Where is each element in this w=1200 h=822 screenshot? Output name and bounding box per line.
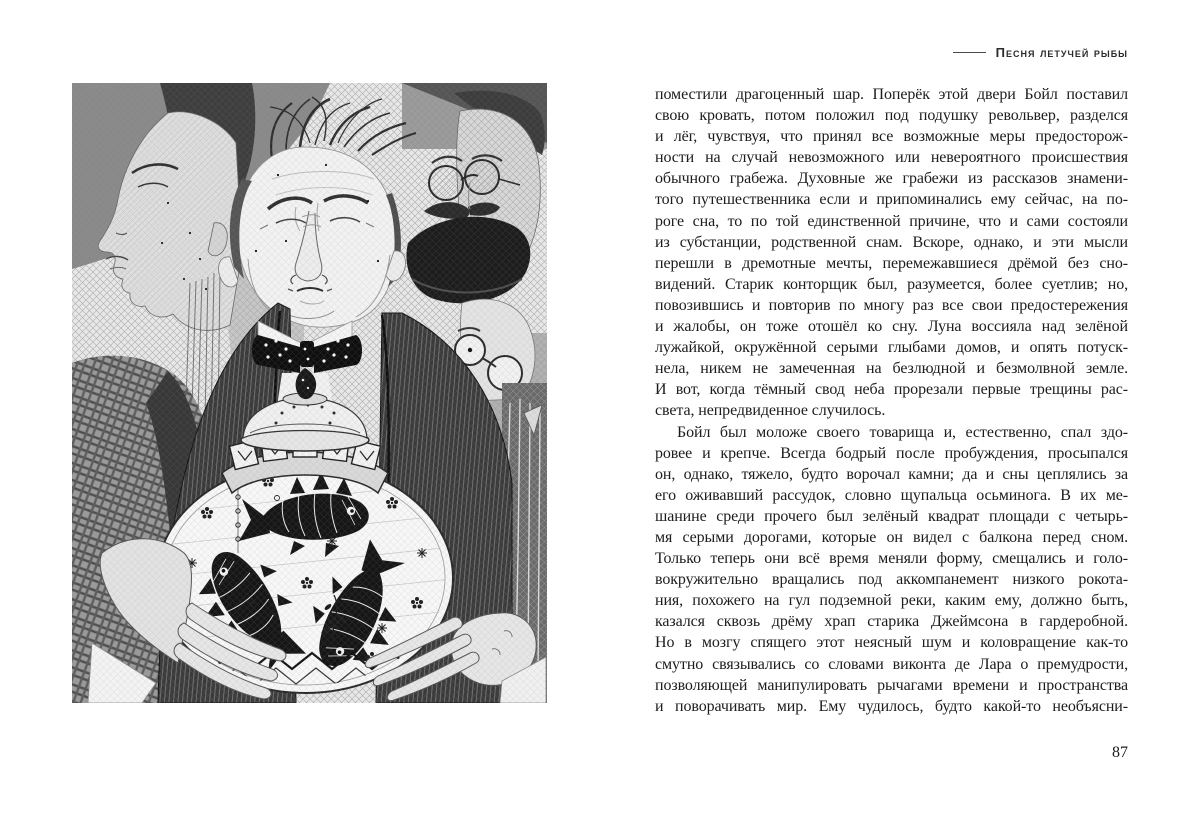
text-line: видений. Старик конторщик был, разумеется, более суетлив; но,	[655, 275, 1128, 293]
page-number: 87	[1112, 744, 1128, 761]
text-line: мя серыми дорогами, которые он видел с балкона перед сном.	[655, 528, 1128, 546]
header-rule	[953, 52, 986, 53]
text-line: ния, похожего на гул подземной реки, каким ему, должно быть,	[655, 592, 1128, 610]
text-line: поместили драгоценный шар. Поперёк этой двери Бойл поставил	[655, 86, 1128, 103]
text-line: казался сквозь дрёму храп старика Джеймсона в гардеробной.	[655, 613, 1128, 631]
pencil-drawing	[72, 83, 547, 703]
running-header	[655, 44, 1128, 60]
text-line: его оживавший рассудок, словно щупальца осьминога. В их ме-	[655, 486, 1128, 504]
text-line: Только теперь они всё время меняли форму, смещались и голо-	[655, 550, 1128, 568]
text-line: обычного грабежа. Духовные же грабежи из рассказов знамени-	[655, 170, 1128, 188]
text-line: повозившись и повторив по многу раз все свои предостережения	[655, 296, 1128, 314]
text-line: позволяющей манипулировать рычагами времени и пространства	[655, 676, 1128, 694]
body-text	[655, 84, 1128, 717]
text-line: света, непредвиденное случилось.	[655, 402, 886, 420]
text-line: того путешественника если и припоминались ему сейчас, на по-	[655, 191, 1128, 209]
text-line: и поворачивать мир. Ему чудилось, будто какой-то необъясни-	[655, 697, 1128, 715]
text-line: он, однако, тяжело, будто ворочал камни; да и сны цеплялись за	[655, 465, 1128, 483]
text-line: Но в мозгу спящего этот неясный шум и коловращение как-то	[655, 634, 1128, 652]
text-line: вокружительно вращались под аккомпанемент низкого рокота-	[655, 571, 1128, 589]
text-line: свою кровать, потом положил под подушку револьвер, разделся	[655, 107, 1128, 125]
text-line: нела, никем не замеченная на безлюдной и безмолвной земле.	[655, 360, 1128, 378]
illustration-man-with-fish-vase	[72, 83, 547, 703]
text-line: перешли в дремотные мечты, перемежавшиеся дрёмой без сно-	[655, 254, 1128, 272]
text-line: из субстанции, родственной снам. Вскоре, однако, и эти мысли	[655, 233, 1128, 251]
text-line: ровее и крепче. Всегда бодрый после пробуждения, просыпался	[655, 444, 1128, 462]
text-line: Бойл был моложе своего товарища и, естественно, спал здо-	[677, 423, 1128, 441]
text-line: смутно связывались со словами виконта де Лара о премудрости,	[655, 655, 1128, 673]
text-line: ности на случай невозможного или невероятного происшествия	[655, 149, 1128, 167]
text-line: и жалобы, он тоже отошёл ко сну. Луна воссияла над зелёной	[655, 318, 1128, 336]
text-line: лужайкой, окружённой серыми глыбами домов, и опять потуск-	[655, 339, 1128, 357]
text-line: И вот, когда тёмный свод неба прорезали первые трещины рас-	[655, 381, 1128, 399]
text-line: роге сна, то по той единственной причине, что и сами состояли	[655, 212, 1128, 230]
text-line: шанине среди прочего был зелёный квадрат площади с четырь-	[655, 507, 1128, 525]
running-header-title: Песня летучей рыбы	[995, 44, 1128, 60]
text-line: и лёг, чувствуя, что принял все возможные меры предосторож-	[655, 128, 1128, 146]
pencil-texture-overlay	[72, 83, 547, 703]
